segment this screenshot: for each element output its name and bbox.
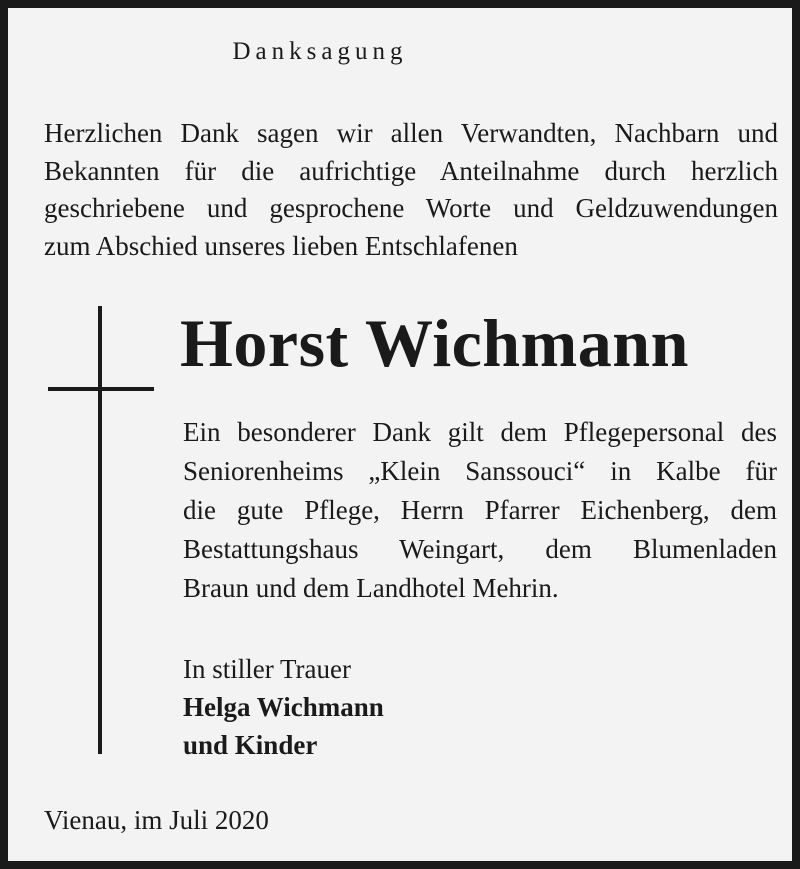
thanks-line: Seniorenheims „Klein Sanssouci“ in Kalbe für <box>183 456 777 486</box>
mourning-intro: In stiller Trauer <box>183 654 351 684</box>
intro-line: Bekannten für die aufrichtige Anteilnahme durch herzlich <box>44 155 778 186</box>
mourners-block <box>183 650 384 764</box>
deceased-name: Horst Wichmann <box>180 305 689 381</box>
intro-line: zum Abschied unseres lieben Entschlafenen <box>44 230 518 261</box>
thanks-line: Braun und dem Landhotel Mehrin. <box>183 573 559 603</box>
thanks-line: die gute Pflege, Herrn Pfarrer Eichenberg, dem <box>183 495 777 525</box>
notice-heading: Danksagung <box>232 38 408 65</box>
thanks-line: Bestattungshaus Weingart, dem Blumenladen <box>183 534 777 564</box>
intro-line: Herzlichen Dank sagen wir allen Verwandten, Nachbarn und <box>44 118 778 148</box>
cross-icon-vertical <box>98 306 102 754</box>
place-date: Vienau, im Juli 2020 <box>44 805 269 835</box>
thanks-text <box>183 413 777 608</box>
cross-icon-horizontal <box>48 387 154 391</box>
intro-text <box>44 115 778 265</box>
intro-line: geschriebene und gesprochene Worte und Geldzuwendungen <box>44 193 778 223</box>
signatory: und Kinder <box>183 730 318 760</box>
signatory: Helga Wichmann <box>183 692 384 722</box>
thanks-line: Ein besonderer Dank gilt dem Pflegepersonal des <box>183 417 777 447</box>
